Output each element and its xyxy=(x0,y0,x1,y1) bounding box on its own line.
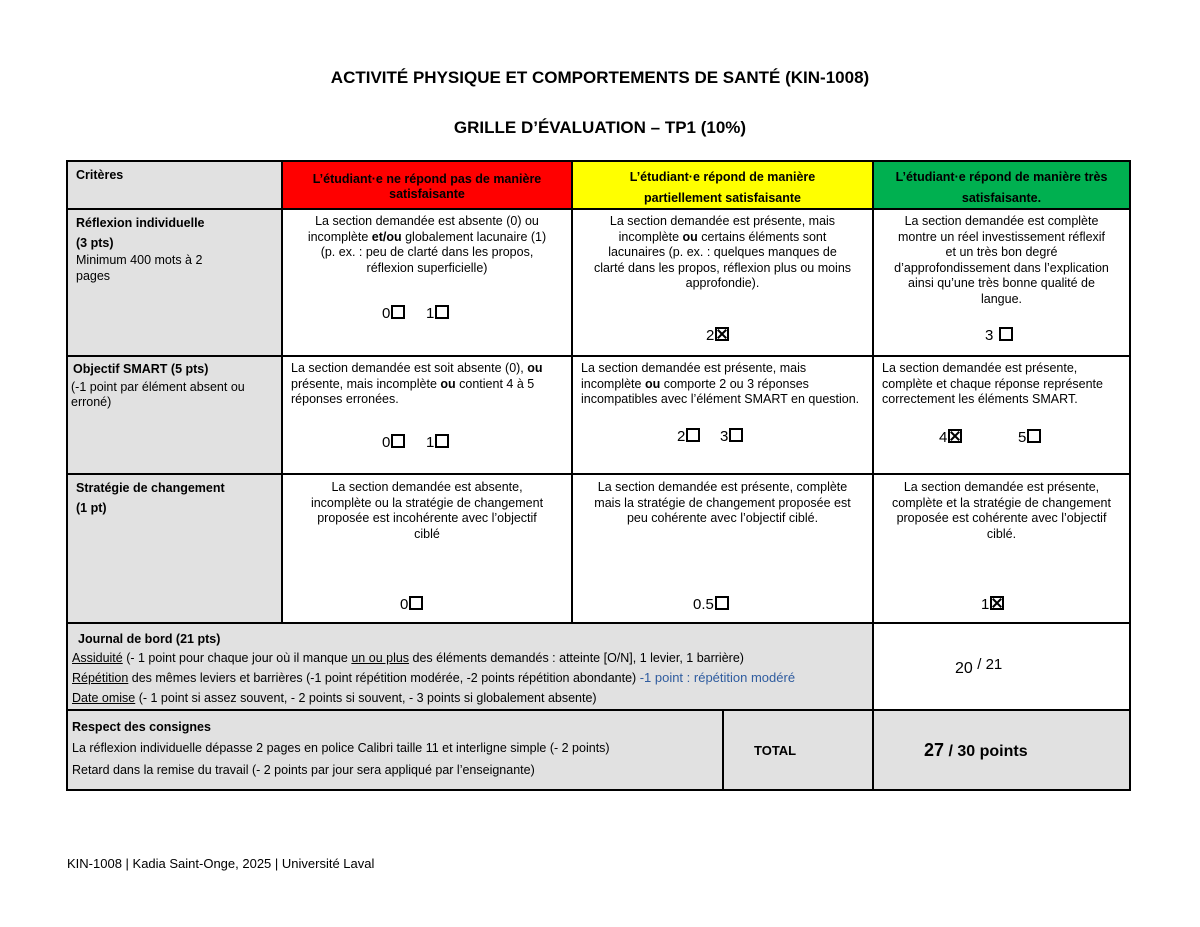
smart-option-3[interactable] xyxy=(720,428,743,445)
criterion-smart-detail: (-1 point par élément absent ou erroné) xyxy=(71,379,245,409)
smart-mid-text-1: La section demandée est présente, mais incomplète xyxy=(581,361,807,391)
strategie-option-0[interactable] xyxy=(400,596,423,613)
consignes-rule-1: La réflexion individuelle dépasse 2 pages en police Calibri taille 11 et interligne simple (- 2 points) xyxy=(72,741,610,755)
journal-assiduite-text-1: (- 1 point pour chaque jour où il manque xyxy=(122,651,352,665)
criterion-journal xyxy=(66,622,874,711)
smart-mid-emphasis: ou xyxy=(644,376,661,391)
journal-repetition-note: -1 point : répétition modéré xyxy=(639,670,796,685)
smart-option-0-label: 0 xyxy=(382,434,391,451)
checkbox-checked-icon xyxy=(715,327,729,341)
smart-option-1[interactable] xyxy=(426,434,449,451)
smart-high-cell xyxy=(872,355,1131,475)
journal-repetition-label: Répétition xyxy=(72,671,129,685)
smart-mid-text-2: comporte 2 ou 3 réponses incompatibles avec l’élément SMART en question. xyxy=(581,376,860,406)
reflexion-mid-emphasis: ou xyxy=(682,229,698,244)
criterion-consignes-name: Respect des consignes xyxy=(72,720,211,734)
strategie-option-0-label: 0 xyxy=(400,596,409,613)
header-criteria xyxy=(66,160,283,210)
journal-assiduite-line xyxy=(72,648,868,668)
strategie-option-05[interactable] xyxy=(693,596,729,613)
reflexion-option-3-label: 3 xyxy=(985,327,998,344)
journal-date-label: Date omise xyxy=(72,691,136,705)
criterion-reflexion-name: Réflexion individuelle xyxy=(76,216,205,230)
journal-date-text: (- 1 point si assez souvent, - 2 points si souvent, - 3 points si globalement absente) xyxy=(135,691,597,705)
checkbox-empty-icon xyxy=(715,596,729,610)
criterion-smart-name: Objectif SMART (5 pts) xyxy=(73,362,209,376)
checkbox-checked-icon xyxy=(948,429,962,443)
reflexion-option-3[interactable] xyxy=(985,327,1013,344)
checkbox-empty-icon xyxy=(686,428,700,442)
smart-option-5[interactable] xyxy=(1018,429,1041,446)
criterion-strategie-points: (1 pt) xyxy=(76,500,107,515)
journal-assiduite-text-2: des éléments demandés : atteinte [O/N], 1 levier, 1 barrière) xyxy=(409,651,744,665)
criterion-reflexion-points: (3 pts) xyxy=(76,235,114,250)
header-level-low: L’étudiant·e ne répond pas de manière satisfaisante xyxy=(281,160,573,210)
checkbox-empty-icon xyxy=(409,596,423,610)
checkbox-empty-icon xyxy=(1027,429,1041,443)
journal-repetition-line xyxy=(72,668,868,688)
strategie-high-text: La section demandée est présente, complète et la stratégie de changement proposée est cohérente avec l’objectif ciblé. xyxy=(892,480,1111,541)
reflexion-option-0-label: 0 xyxy=(382,305,391,322)
smart-option-2[interactable] xyxy=(677,428,700,445)
reflexion-low-cell xyxy=(281,208,573,357)
page-footer: KIN-1008 | Kadia Saint-Onge, 2025 | Université Laval xyxy=(67,856,375,871)
journal-date-line xyxy=(72,688,868,708)
checkbox-empty-icon xyxy=(391,434,405,448)
journal-score-max: / 21 xyxy=(977,656,1003,673)
smart-option-2-label: 2 xyxy=(677,428,686,445)
reflexion-high-text: La section demandée est complète montre un réel investissement réflexif et un très bon degré d’approfondissement dans l’explication ainsi qu’une très bonne qualité de langue. xyxy=(894,214,1109,306)
smart-low-text-2: présente, mais incomplète xyxy=(291,376,441,391)
smart-low-emphasis-1: ou xyxy=(527,361,543,375)
criterion-smart xyxy=(66,355,283,475)
smart-low-emphasis-2: ou xyxy=(440,376,456,391)
journal-score-value: 20 xyxy=(955,660,973,677)
strategie-option-1-label: 1 xyxy=(981,596,990,613)
smart-option-1-label: 1 xyxy=(426,434,435,451)
journal-assiduite-underlined: un ou plus xyxy=(351,651,410,665)
checkbox-empty-icon xyxy=(435,434,449,448)
document-title: ACTIVITÉ PHYSIQUE ET COMPORTEMENTS DE SANTÉ (KIN-1008) xyxy=(330,68,870,87)
reflexion-option-1[interactable] xyxy=(426,305,449,322)
reflexion-option-1-label: 1 xyxy=(426,305,435,322)
criterion-reflexion-detail: Minimum 400 mots à 2 pages xyxy=(76,253,203,283)
strategie-low-cell xyxy=(281,473,573,624)
journal-repetition-text: des mêmes leviers et barrières (-1 point répétition modérée, -2 points répétition abondante) xyxy=(128,671,637,685)
criterion-strategie xyxy=(66,473,283,624)
criterion-consignes xyxy=(66,709,724,791)
total-label-cell xyxy=(722,709,874,791)
total-score xyxy=(924,740,1028,761)
checkbox-empty-icon xyxy=(729,428,743,442)
checkbox-checked-icon xyxy=(990,596,1004,610)
total-label: TOTAL xyxy=(754,743,797,758)
reflexion-mid-text-1: La section demandée est présente, mais incomplète xyxy=(609,214,836,244)
reflexion-option-0[interactable] xyxy=(382,305,405,322)
strategie-low-text: La section demandée est absente, incomplète ou la stratégie de changement proposée est incohérente avec l’objectif ciblé xyxy=(310,480,544,541)
checkbox-empty-icon xyxy=(435,305,449,319)
header-criteria-label: Critères xyxy=(76,168,124,182)
criterion-journal-name: Journal de bord (21 pts) xyxy=(78,632,221,646)
strategie-mid-text: La section demandée est présente, complète mais la stratégie de changement proposée est peu cohérente avec l’objectif ciblé. xyxy=(594,480,851,525)
journal-assiduite-label: Assiduité xyxy=(72,651,123,665)
reflexion-mid-text-2: certains éléments sont lacunaires (p. ex. : quelques manques de clarté dans les propos, réflexion plus ou moins approfondie). xyxy=(593,229,852,290)
smart-high-text: La section demandée est présente, complète et chaque réponse représente correctement les éléments SMART. xyxy=(882,361,1103,406)
smart-mid-cell xyxy=(571,355,874,475)
smart-low-cell xyxy=(281,355,573,475)
smart-option-5-label: 5 xyxy=(1018,429,1027,446)
smart-option-4-label: 4 xyxy=(939,429,948,446)
document-subtitle: GRILLE D’ÉVALUATION – TP1 (10%) xyxy=(453,118,747,137)
criterion-reflexion xyxy=(66,208,283,357)
journal-score xyxy=(955,656,1003,678)
header-level-mid: L’étudiant·e répond de manière partiellement satisfaisante xyxy=(571,160,874,210)
strategie-option-05-label: 0.5 xyxy=(693,596,714,613)
reflexion-option-2-label: 2 xyxy=(706,327,715,344)
smart-low-text-3: contient 4 à 5 réponses erronées. xyxy=(291,376,535,406)
smart-option-0[interactable] xyxy=(382,434,405,451)
reflexion-low-text-1: La section demandée est absente (0) ou incomplète xyxy=(307,214,539,244)
strategie-option-1[interactable] xyxy=(981,596,1004,613)
total-score-value: 27 xyxy=(924,740,945,760)
smart-low-text-1: La section demandée est soit absente (0), xyxy=(291,361,528,375)
reflexion-low-emphasis: et/ou xyxy=(371,229,402,244)
reflexion-option-2[interactable] xyxy=(706,327,729,344)
total-score-max: / 30 points xyxy=(944,743,1028,760)
header-level-high: L’étudiant·e répond de manière très satisfaisante. xyxy=(872,160,1131,210)
consignes-rule-2: Retard dans la remise du travail (- 2 points par jour sera appliqué par l’enseignante) xyxy=(72,763,535,777)
smart-option-4[interactable] xyxy=(939,429,962,446)
checkbox-empty-icon xyxy=(391,305,405,319)
criterion-strategie-name: Stratégie de changement xyxy=(76,481,225,495)
checkbox-empty-icon xyxy=(999,327,1013,341)
reflexion-low-text-2: globalement lacunaire (1) (p. ex. : peu de clarté dans les propos, réflexion superficielle) xyxy=(320,229,547,275)
smart-option-3-label: 3 xyxy=(720,428,729,445)
